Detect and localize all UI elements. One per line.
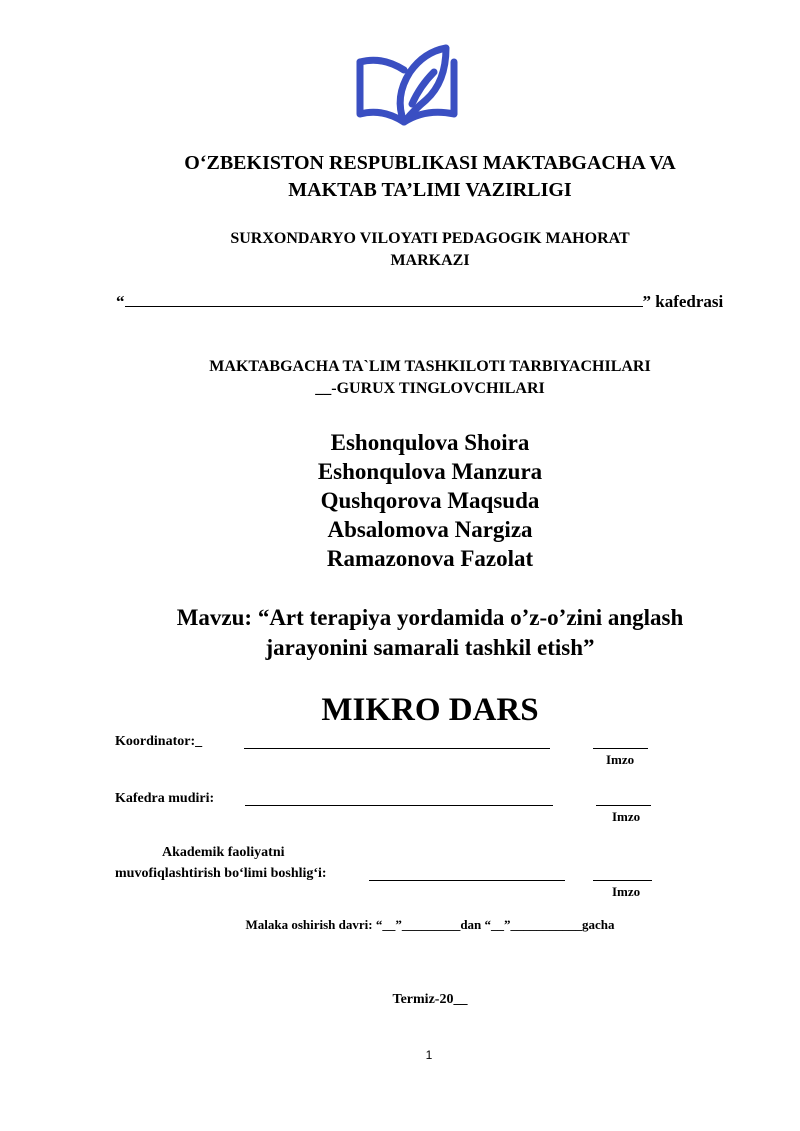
- author-name: Ramazonova Fazolat: [326, 546, 534, 571]
- coordinator-label: Koordinator:_: [115, 734, 203, 749]
- kafedra-blank: [125, 306, 643, 307]
- ministry-line-1: O‘ZBEKISTON RESPUBLIKASI MAKTABGACHA VA: [184, 152, 676, 174]
- center-title: [60, 228, 800, 272]
- kafedra-line: [116, 292, 723, 312]
- head-signature-line: [596, 805, 651, 806]
- author-name: Absalomova Nargiza: [327, 517, 533, 542]
- center-line-1: SURXONDARYO VILOYATI PEDAGOGIK MAHORAT: [230, 230, 630, 247]
- author-name: Eshonqulova Manzura: [317, 459, 543, 484]
- place-year: Termiz-20__: [392, 992, 468, 1007]
- logo: [354, 42, 460, 130]
- center-line-2: MARKAZI: [390, 252, 470, 269]
- academic-imzo: Imzo: [612, 884, 641, 899]
- group-line-1: MAKTABGACHA TA`LIM TASHKILOTI TARBIYACHILARI: [209, 358, 651, 375]
- coordinator-imzo: Imzo: [606, 752, 635, 767]
- academic-label-line-1: Akademik faoliyatni: [162, 845, 285, 860]
- page-number: 1: [425, 1048, 433, 1062]
- ministry-title: [60, 150, 800, 204]
- group-title: [60, 356, 800, 400]
- head-name-line: [245, 805, 553, 806]
- author-name: Qushqorova Maqsuda: [320, 488, 540, 513]
- group-line-2: __-GURUX TINGLOVCHILARI: [315, 380, 545, 397]
- training-period: Malaka oshirish davri: “__”_________dan “__”___________gacha: [245, 917, 615, 932]
- coordinator-signature-line: [593, 748, 648, 749]
- topic-line-2: jarayonini samarali tashkil etish”: [265, 635, 595, 660]
- topic: [60, 603, 800, 663]
- head-imzo: Imzo: [612, 809, 641, 824]
- authors-list: [60, 428, 800, 573]
- academic-label-line-2: muvofiqlashtirish bo‘limi boshlig‘i:: [115, 866, 327, 881]
- academic-signature-line: [593, 880, 652, 881]
- topic-line-1: Mavzu: “Art terapiya yordamida o’z-o’zini anglash: [176, 605, 684, 630]
- author-name: Eshonqulova Shoira: [330, 430, 530, 455]
- academic-name-line: [369, 880, 565, 881]
- coordinator-name-line: [244, 748, 550, 749]
- kafedra-suffix: ” kafedrasi: [642, 292, 724, 311]
- kafedra-open-quote: “: [116, 292, 125, 311]
- ministry-line-2: MAKTAB TA’LIMI VAZIRLIGI: [288, 179, 572, 201]
- head-label: Kafedra mudiri:: [115, 791, 215, 806]
- book-leaf-logo-icon: [354, 42, 460, 130]
- document-type-title: MIKRO DARS: [321, 692, 539, 728]
